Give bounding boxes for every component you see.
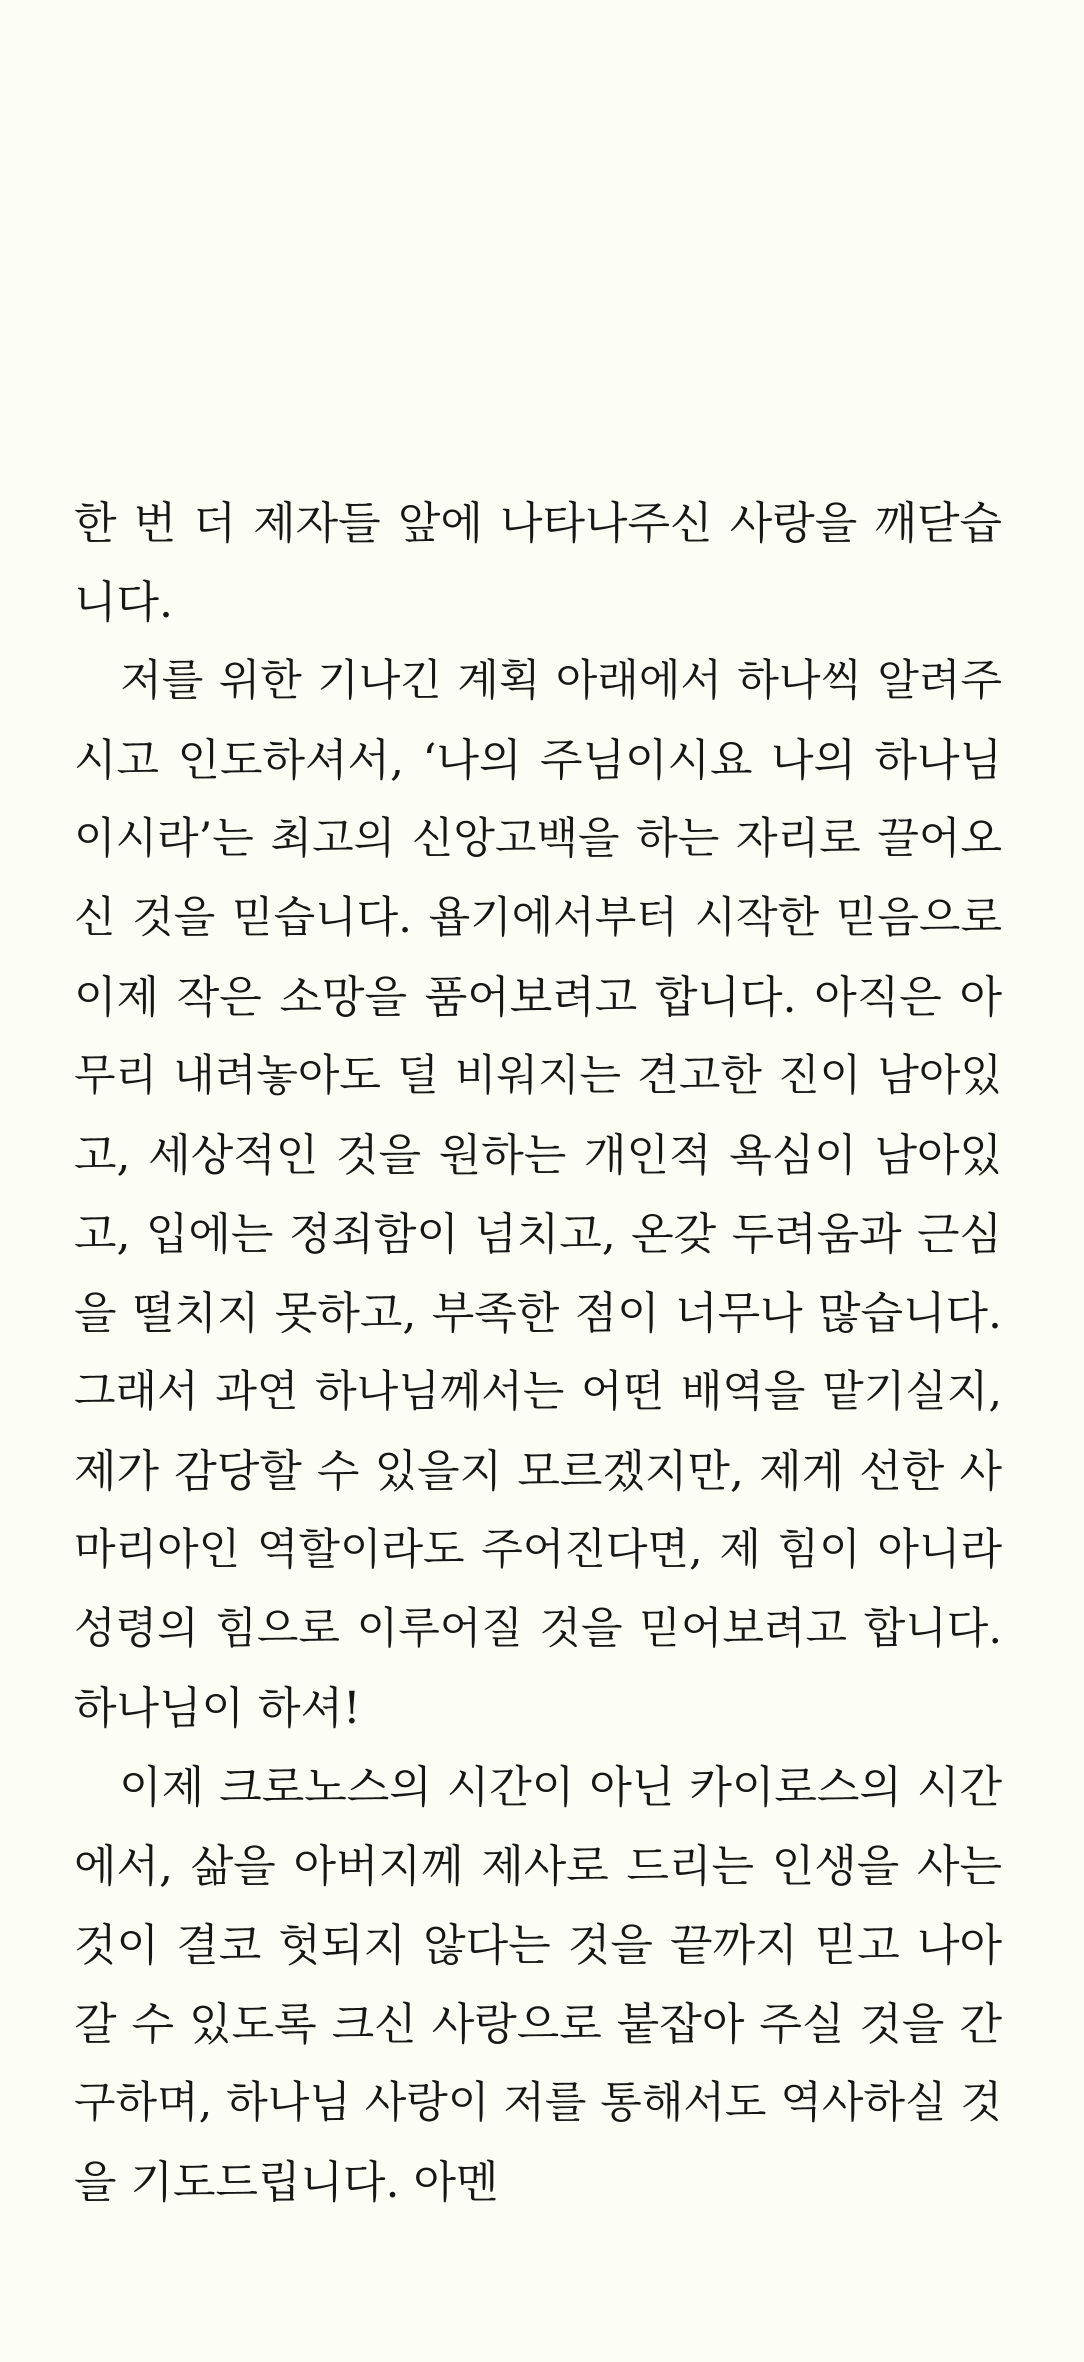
text-line: 을 떨치지 못하고, 부족한 점이 너무나 많습니다.	[74, 1288, 1002, 1339]
text-line: 하나님이 하셔!	[74, 1683, 361, 1734]
text-line: 시고 인도하셔서, ‘나의 주님이시요 나의 하나님	[74, 735, 1002, 786]
book-text	[74, 484, 1002, 2222]
text-line: 이시라’는 최고의 신앙고백을 하는 자리로 끌어오	[74, 814, 1002, 864]
text-line: 이제 크로노스의 시간이 아닌 카이로스의 시간	[74, 1762, 1002, 1813]
text-line: 에서, 삶을 아버지께 제사로 드리는 인생을 사는	[74, 1841, 1002, 1892]
text-line: 고, 세상적인 것을 원하는 개인적 욕심이 남아있	[74, 1130, 1002, 1181]
text-line: 무리 내려놓아도 덜 비워지는 견고한 진이 남아있	[74, 1051, 1002, 1101]
text-line: 구하며, 하나님 사랑이 저를 통해서도 역사하실 것	[74, 2078, 1002, 2128]
text-line: 한 번 더 제자들 앞에 나타나주신 사랑을 깨닫습	[74, 498, 1002, 549]
text-line: 을 기도드립니다. 아멘	[74, 2157, 499, 2208]
text-line: 이제 작은 소망을 품어보려고 합니다. 아직은 아	[74, 972, 1002, 1023]
text-line: 갈 수 있도록 크신 사랑으로 붙잡아 주실 것을 간	[74, 1999, 1002, 2050]
text-line: 고, 입에는 정죄함이 넘치고, 온갖 두려움과 근심	[74, 1209, 1002, 1260]
text-line: 마리아인 역할이라도 주어진다면, 제 힘이 아니라	[74, 1525, 1002, 1575]
text-line: 신 것을 믿습니다. 욥기에서부터 시작한 믿음으로	[74, 893, 1002, 943]
text-line: 제가 감당할 수 있을지 모르겠지만, 제게 선한 사	[74, 1446, 1002, 1497]
text-line: 니다.	[74, 577, 173, 628]
text-line: 성령의 힘으로 이루어질 것을 믿어보려고 합니다.	[74, 1604, 1002, 1654]
text-line: 그래서 과연 하나님께서는 어떤 배역을 맡기실지,	[74, 1367, 1002, 1417]
text-line: 저를 위한 기나긴 계획 아래에서 하나씩 알려주	[74, 656, 1002, 706]
text-line: 것이 결코 헛되지 않다는 것을 끝까지 믿고 나아	[74, 1920, 1002, 1971]
